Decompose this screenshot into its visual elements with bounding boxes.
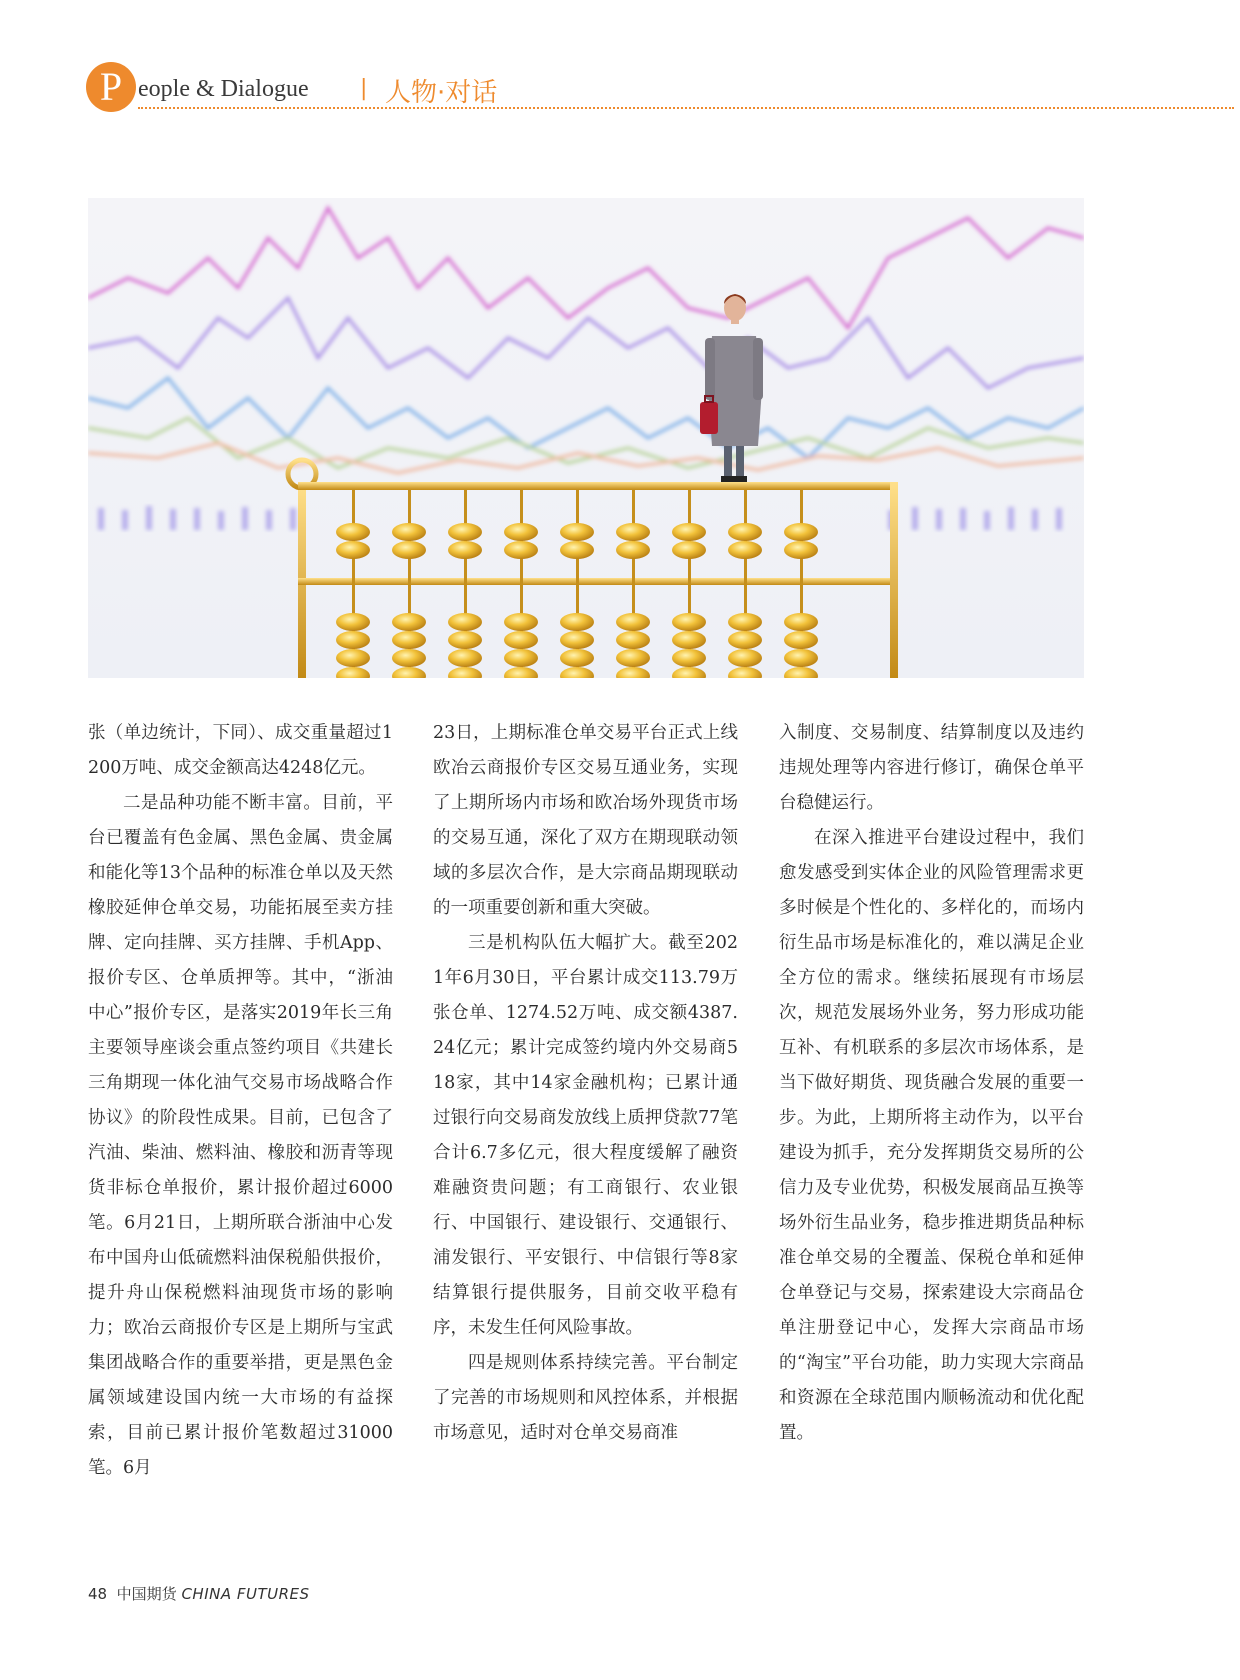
section-title-english: eople & Dialogue (138, 76, 309, 102)
paragraph: 入制度、交易制度、结算制度以及违约违规处理等内容进行修订，确保仓单平台稳健运行。 (779, 723, 1084, 813)
section-title-chinese: 人物·对话 (385, 78, 498, 108)
page-footer (88, 1583, 310, 1604)
page-header (86, 62, 1240, 122)
header-dotted-rule (138, 107, 1234, 109)
magazine-name-english: CHINA FUTURES (181, 1585, 310, 1603)
paragraph: 三是机构队伍大幅扩大。截至2021年6月30日，平台累计成交113.79万张仓单、1274.52万吨、成交额4387.24亿元；累计完成签约境内外交易商518家，其中14家金融机构；已累计通过银行向交易商发放线上质押贷款77笔合计6.7多亿元，很大程度缓解了融资难融资贵问题；有工商银行、农业银行、中国银行、建设银行、交通银行、浦发银行、平安银行、中信银行等8家结算银行提供服务，目前交收平稳有序，未发生任何风险事故。 (433, 933, 738, 1338)
text-column-2 (433, 716, 738, 1451)
text-column-3 (779, 716, 1084, 1451)
paragraph: 二是品种功能不断丰富。目前，平台已覆盖有色金属、黑色金属、贵金属和能化等13个品种的标准仓单以及天然橡胶延伸仓单交易，功能拓展至卖方挂牌、定向挂牌、买方挂牌、手机App、报价专区、仓单质押等。其中，“浙油中心”报价专区，是落实2019年长三角主要领导座谈会重点签约项目《共建长三角期现一体化油气交易市场战略合作协议》的阶段性成果。目前，已包含了汽油、柴油、燃料油、橡胶和沥青等现货非标仓单报价，累计报价超过6000笔。6月21日，上期所联合浙油中心发布中国舟山低硫燃料油保税船供报价，提升舟山保税燃料油现货市场的影响力；欧冶云商报价专区是上期所与宝武集团战略合作的重要举措，更是黑色金属领域建设国内统一大市场的有益探索，目前已累计报价笔数超过31000笔。6月 (88, 793, 393, 1478)
text-column-1 (88, 716, 393, 1486)
paragraph: 张（单边统计，下同）、成交重量超过1200万吨、成交金额高达4248亿元。 (88, 723, 393, 778)
paragraph: 在深入推进平台建设过程中，我们愈发感受到实体企业的风险管理需求更多时候是个性化的、多样化的，而场内衍生品市场是标准化的，难以满足企业全方位的需求。继续拓展现有市场层次，规范发展场外业务，努力形成功能互补、有机联系的多层次市场体系，是当下做好期货、现货融合发展的重要一步。为此，上期所将主动作为，以平台建设为抓手，充分发挥期货交易所的公信力及专业优势，积极发展商品互换等场外衍生品业务，稳步推进期货品种标准仓单交易的全覆盖、保税仓单和延伸仓单登记与交易，探索建设大宗商品仓单注册登记中心，发挥大宗商品市场的“淘宝”平台功能，助力实现大宗商品和资源在全球范围内顺畅流动和优化配置。 (779, 828, 1084, 1443)
abacus-photo (88, 198, 1084, 678)
section-initial-badge: P (86, 62, 136, 112)
magazine-name-chinese: 中国期货 (116, 1585, 177, 1603)
abacus-with-businessman-figure-icon (88, 198, 1084, 678)
header-separator: | (360, 76, 368, 101)
paragraph: 四是规则体系持续完善。平台制定了完善的市场规则和风控体系，并根据市场意见，适时对仓单交易商准 (433, 1353, 738, 1443)
page-number: 48 (88, 1585, 108, 1603)
paragraph: 23日，上期标准仓单交易平台正式上线欧冶云商报价专区交易互通业务，实现了上期所场内市场和欧冶场外现货市场的交易互通，深化了双方在期现联动领域的多层次合作，是大宗商品期现联动的一项重要创新和重大突破。 (433, 723, 738, 918)
